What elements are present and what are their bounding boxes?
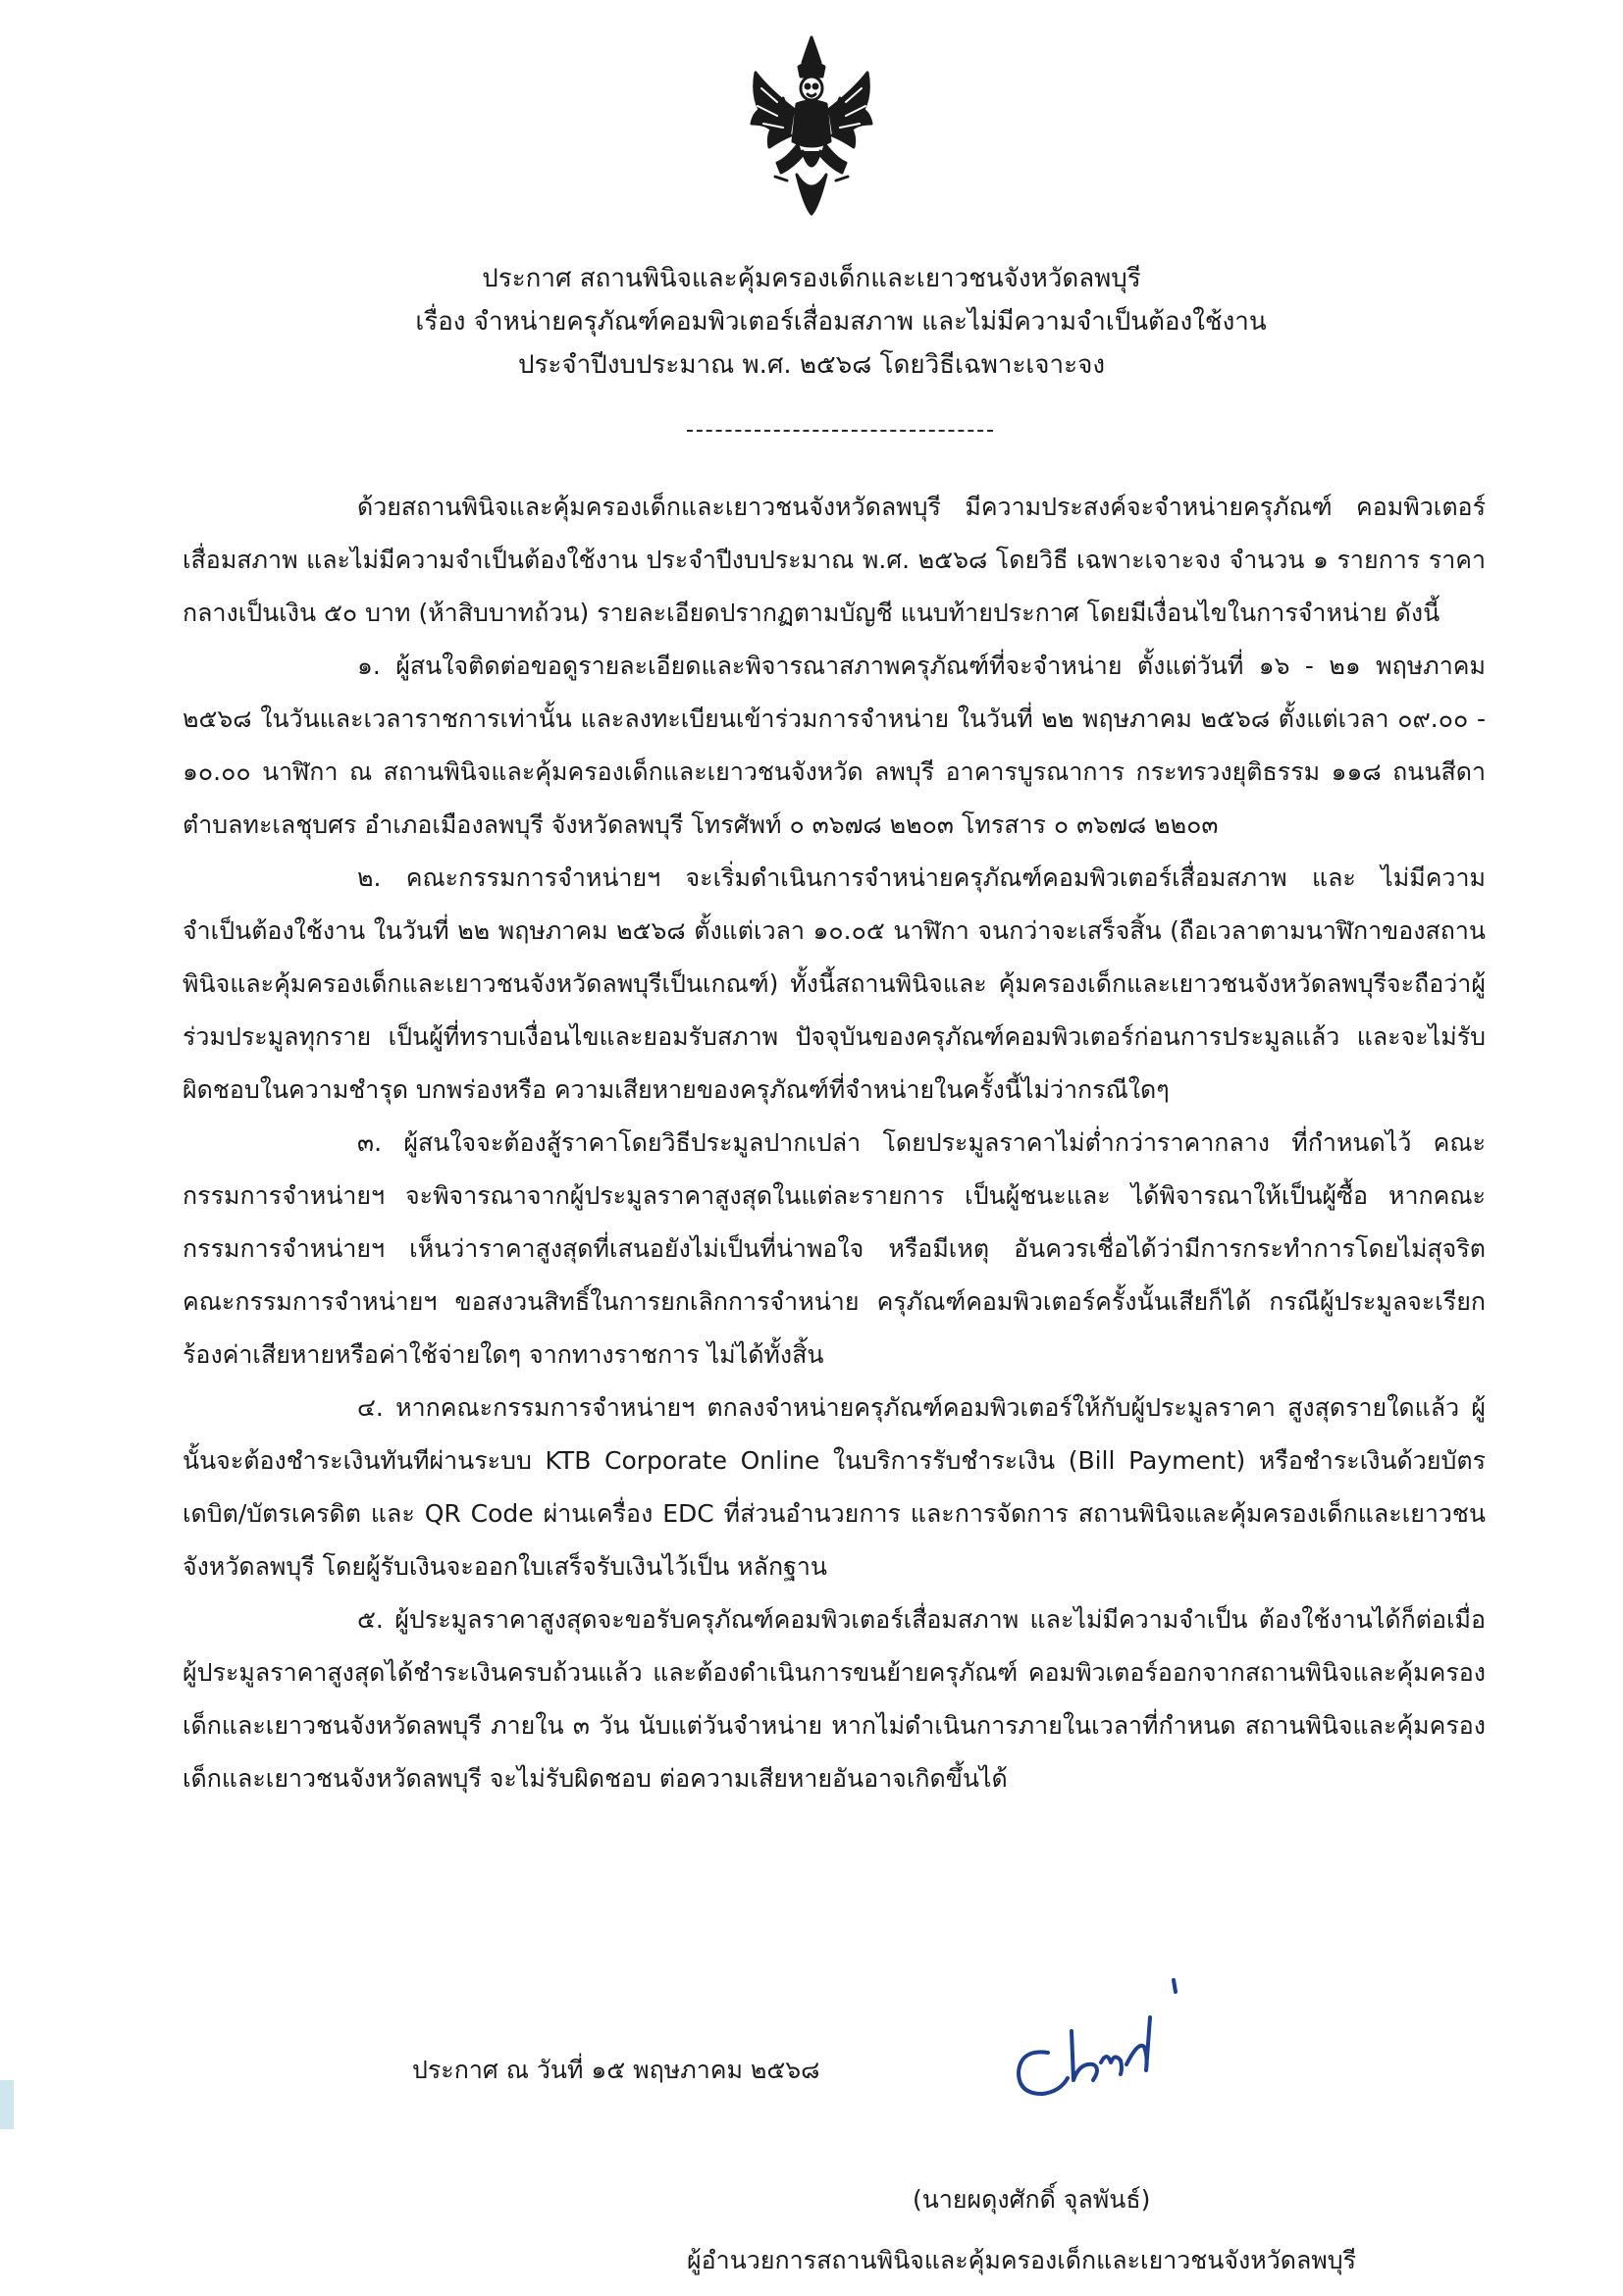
condition-item-5: ๕. ผู้ประมูลราคาสูงสุดจะขอรับครุภัณฑ์คอมพิวเตอร์เสื่อมสภาพ และไม่มีความจำเป็น ต้องใช้งานได้ก็ต่อเมื่อผู้ประมูลราคาสูงสุดได้ชำระเงินครบถ้วนแล้ว และต้องดำเนินการขนย้ายครุภัณฑ์ คอมพิวเตอร์ออกจากสถานพินิจและคุ้มครองเด็กและเยาวชนจังหวัดลพบุรี ภายใน ๓ วัน นับแต่วันจำหน่าย หากไม่ดำเนินการภายในเวลาที่กำหนด สถานพินิจและคุ้มครองเด็กและเยาวชนจังหวัดลพบุรี จะไม่รับผิดชอบ ต่อความเสียหายอันอาจเกิดขึ้นได้ [183,1605,1486,1793]
announcement-header [196,257,1427,387]
handwritten-signature-icon [991,1962,1187,2129]
announcement-fiscal-year: ประจำปีงบประมาณ พ.ศ. ๒๕๖๘ โดยวิธีเฉพาะเจาะจง [517,350,1106,380]
condition-item-1: ๑. ผู้สนใจติดต่อขอดูรายละเอียดและพิจารณาสภาพครุภัณฑ์ที่จะจำหน่าย ตั้งแต่วันที่ ๑๖ - ๒๑ พฤษภาคม ๒๕๖๘ ในวันและเวลาราชการเท่านั้น และลงทะเบียนเข้าร่วมการจำหน่าย ในวันที่ ๒๒ พฤษภาคม ๒๕๖๘ ตั้งแต่เวลา ๐๙.๐๐ - ๑๐.๐๐ นาฬิกา ณ สถานพินิจและคุ้มครองเด็กและเยาวชนจังหวัด ลพบุรี อาคารบูรณาการ กระทรวงยุติธรรม ๑๑๘ ถนนสีดา ตำบลทะเลชุบศร อำเภอเมืองลพบุรี จังหวัดลพบุรี โทรศัพท์ ๐ ๓๖๗๘ ๒๒๐๓ โทรสาร ๐ ๓๖๗๘ ๒๒๐๓ [183,652,1486,839]
garuda-emblem-icon [748,33,875,220]
scan-edge-mark [0,2080,14,2129]
announcement-date: ประกาศ ณ วันที่ ๑๕ พฤษภาคม ๒๕๖๘ [412,2056,820,2084]
announcement-title: ประกาศ สถานพินิจและคุ้มครองเด็กและเยาวชนจังหวัดลพบุรี [482,264,1141,293]
announcement-subject: เรื่อง จำหน่ายครุภัณฑ์คอมพิวเตอร์เสื่อมสภาพ และไม่มีความจำเป็นต้องใช้งาน [415,307,1267,337]
intro-paragraph: ด้วยสถานพินิจและคุ้มครองเด็กและเยาวชนจังหวัดลพบุรี มีความประสงค์จะจำหน่ายครุภัณฑ์ คอมพิวเตอร์ เสื่อมสภาพ และไม่มีความจำเป็นต้องใช้งาน ประจำปีงบประมาณ พ.ศ. ๒๕๖๘ โดยวิธี เฉพาะเจาะจง จำนวน ๑ รายการ ราคากลางเป็นเงิน ๕๐ บาท (ห้าสิบบาทถ้วน) รายละเอียดปรากฏตามบัญชี แนบท้ายประกาศ โดยมีเงื่อนไขในการจำหน่าย ดังนี้ [183,493,1486,627]
condition-item-3: ๓. ผู้สนใจจะต้องสู้ราคาโดยวิธีประมูลปากเปล่า โดยประมูลราคาไม่ต่ำกว่าราคากลาง ที่กำหนดไว้ คณะกรรมการจำหน่ายฯ จะพิจารณาจากผู้ประมูลราคาสูงสุดในแต่ละรายการ เป็นผู้ชนะและ ได้พิจารณาให้เป็นผู้ซื้อ หากคณะกรรมการจำหน่ายฯ เห็นว่าราคาสูงสุดที่เสนอยังไม่เป็นที่น่าพอใจ หรือมีเหตุ อันควรเชื่อได้ว่ามีการกระทำการโดยไม่สุจริต คณะกรรมการจำหน่ายฯ ขอสงวนสิทธิ์ในการยกเลิกการจำหน่าย ครุภัณฑ์คอมพิวเตอร์ครั้งนั้นเสียก็ได้ กรณีผู้ประมูลจะเรียกร้องค่าเสียหายหรือค่าใช้จ่ายใดๆ จากทางราชการ ไม่ได้ทั้งสิ้น [183,1128,1486,1369]
condition-item-4: ๔. หากคณะกรรมการจำหน่ายฯ ตกลงจำหน่ายครุภัณฑ์คอมพิวเตอร์ให้กับผู้ประมูลราคา สูงสุดรายใดแล้ว ผู้นั้นจะต้องชำระเงินทันทีผ่านระบบ KTB Corporate Online ในบริการรับชำระเงิน (Bill Payment) หรือชำระเงินด้วยบัตรเดบิต/บัตรเครดิต และ QR Code ผ่านเครื่อง EDC ที่ส่วนอำนวยการ และการจัดการ สถานพินิจและคุ้มครองเด็กและเยาวชนจังหวัดลพบุรี โดยผู้รับเงินจะออกใบเสร็จรับเงินไว้เป็น หลักฐาน [183,1393,1486,1581]
condition-item-2: ๒. คณะกรรมการจำหน่ายฯ จะเริ่มดำเนินการจำหน่ายครุภัณฑ์คอมพิวเตอร์เสื่อมสภาพ และ ไม่มีความจำเป็นต้องใช้งาน ในวันที่ ๒๒ พฤษภาคม ๒๕๖๘ ตั้งแต่เวลา ๑๐.๐๕ นาฬิกา จนกว่าจะเสร็จสิ้น (ถือเวลาตามนาฬิกาของสถานพินิจและคุ้มครองเด็กและเยาวชนจังหวัดลพบุรีเป็นเกณฑ์) ทั้งนี้สถานพินิจและ คุ้มครองเด็กและเยาวชนจังหวัดลพบุรีจะถือว่าผู้ร่วมประมูลทุกราย เป็นผู้ที่ทราบเงื่อนไขและยอมรับสภาพ ปัจจุบันของครุภัณฑ์คอมพิวเตอร์ก่อนการประมูลแล้ว และจะไม่รับผิดชอบในความชำรุด บกพร่องหรือ ความเสียหายของครุภัณฑ์ที่จำหน่ายในครั้งนี้ไม่ว่ากรณีใดๆ [183,863,1486,1104]
signer-position: ผู้อำนวยการสถานพินิจและคุ้มครองเด็กและเยาวชนจังหวัดลพบุรี [687,2246,1357,2274]
announcement-body [183,481,1486,1805]
header-separator [687,430,993,432]
signer-name: (นายผดุงศักดิ์ จุลพันธ์) [913,2185,1151,2214]
